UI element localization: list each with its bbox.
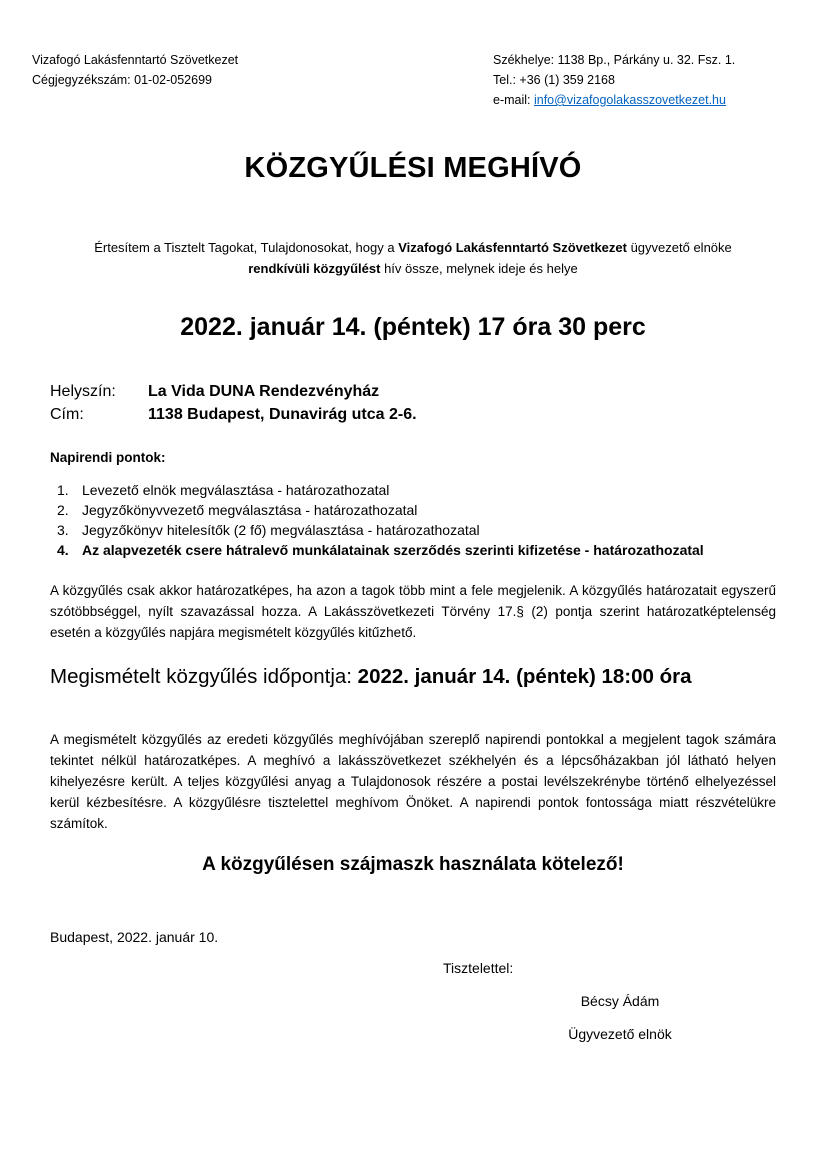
- header-org-block: [32, 50, 238, 90]
- repeat-label: Megismételt közgyűlés időpontja:: [50, 665, 358, 688]
- signer-name: Bécsy Ádám: [580, 993, 660, 1009]
- intro-meeting-type: rendkívüli közgyűlést: [248, 261, 381, 276]
- agenda-list: [50, 480, 704, 560]
- place-label: Helyszín:: [50, 383, 116, 400]
- phone-number: Tel.: +36 (1) 359 2168: [493, 73, 615, 87]
- agenda-item-number: 1.: [57, 482, 69, 498]
- header-contact-block: [493, 50, 735, 110]
- intro-org-name: Vizafogó Lakásfenntartó Szövetkezet: [398, 240, 627, 255]
- agenda-heading: Napirendi pontok:: [50, 450, 166, 465]
- intro-text: [40, 237, 786, 279]
- signer-title: Ügyvezető elnök: [568, 1026, 672, 1042]
- address-value: 1138 Budapest, Dunavirág utca 2-6.: [148, 406, 417, 423]
- agenda-item-number: 4.: [57, 542, 69, 558]
- agenda-item-number: 3.: [57, 522, 69, 538]
- regards: Tisztelettel:: [443, 960, 514, 976]
- place-value: La Vida DUNA Rendezvényház: [148, 383, 380, 400]
- org-name: Vizafogó Lakásfenntartó Szövetkezet: [32, 53, 239, 67]
- agenda-item: [50, 520, 704, 540]
- meeting-datetime: 2022. január 14. (péntek) 17 óra 30 perc: [180, 313, 646, 341]
- agenda-item-text: Jegyzőkönyv hitelesítők (2 fő) megválasztása - határozathozatal: [82, 522, 480, 538]
- agenda-item: [50, 540, 704, 560]
- agenda-item-number: 2.: [57, 502, 69, 518]
- repeat-datetime: 2022. január 14. (péntek) 18:00 óra: [357, 665, 692, 688]
- place-date: Budapest, 2022. január 10.: [50, 929, 219, 945]
- agenda-item-text: Levezető elnök megválasztása - határozathozatal: [82, 482, 390, 498]
- address-row: [50, 403, 417, 426]
- agenda-item: [50, 480, 704, 500]
- registration-number: Cégjegyzékszám: 01-02-052699: [32, 73, 212, 87]
- email-label: e-mail:: [493, 93, 534, 107]
- intro-part1: Értesítem a Tisztelt Tagokat, Tulajdonosokat, hogy a: [94, 240, 399, 255]
- intro-part3: hív össze, melynek ideje és helye: [380, 261, 578, 276]
- agenda-item-text: Jegyzőkönyvvezető megválasztása - határozathozatal: [82, 502, 418, 518]
- email-line: [493, 90, 735, 110]
- agenda-item: [50, 500, 704, 520]
- address-label: Cím:: [50, 406, 84, 423]
- email-link[interactable]: info@vizafogolakasszovetkezet.hu: [533, 93, 726, 107]
- document-title: KÖZGYŰLÉSI MEGHÍVÓ: [244, 152, 582, 184]
- repeat-paragraph: A megismételt közgyűlés az eredeti közgyűlés meghívójában szereplő napirendi pontokkal a megjelent tagok számára tekintet nélkül határozatképes. A meghívó a lakásszövetkezet székhelyén és a lépcsőházakban jól látható helyen kihelyezésre került. A teljes közgyűlési anyag a Tulajdonosok részére a postai levélszekrénybe történő elhelyezéssel kerül kézbesítésre. A közgyűlésre tisztelettel meghívom Önöket. A napirendi pontok fontossága miatt részvételükre számítok.: [50, 732, 776, 831]
- repeat-meeting-line: [50, 665, 692, 689]
- seat-address: Székhelye: 1138 Bp., Párkány u. 32. Fsz. 1.: [493, 53, 736, 67]
- place-row: [50, 380, 417, 403]
- agenda-item-text: Az alapvezeték csere hátralevő munkálatainak szerződés szerinti kifizetése - határozathozatal: [82, 542, 704, 558]
- intro-part2: ügyvezető elnöke: [626, 240, 732, 255]
- quorum-paragraph: A közgyűlés csak akkor határozatképes, ha azon a tagok több mint a fele megjelenik. A közgyűlés határozatait egyszerű szótöbbséggel, nyílt szavazással hozza. A Lakásszövetkezeti Törvény 17.§ (2) pontja szerint határozatképtelenség esetén a közgyűlés napjára megismételt közgyűlés kitűzhető.: [50, 583, 776, 640]
- location-block: [50, 380, 417, 426]
- mask-notice: A közgyűlésen szájmaszk használata kötelező!: [202, 854, 624, 875]
